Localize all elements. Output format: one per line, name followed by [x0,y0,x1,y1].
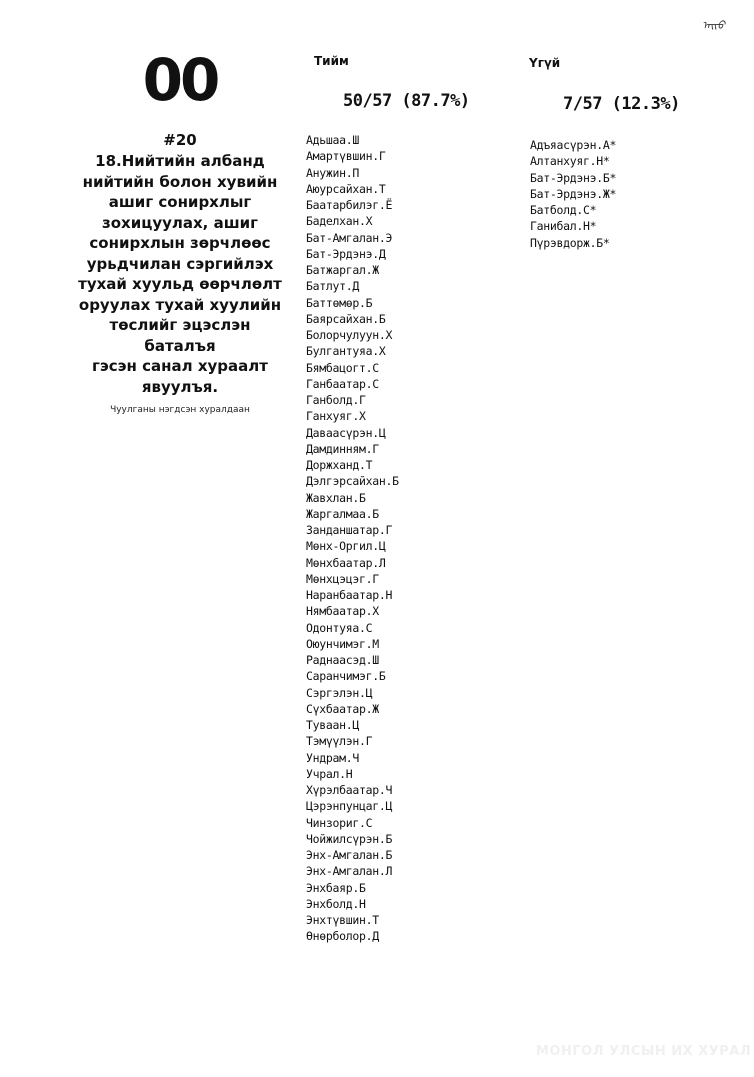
voter-name: Ундрам.Ч [306,750,359,765]
voter-name: Адъяасүрэн.А* [530,138,617,152]
voter-name: Нямбаатар.Х [306,604,379,619]
motion-line: 18.Нийтийн албанд [95,152,265,170]
yes-tally: 50/57 (87.7%) [343,91,470,111]
voter-name: Энхбаяр.Б [306,880,366,895]
voter-name: Бат-Эрдэнэ.Д [306,246,386,261]
no-tally: 7/57 (12.3%) [563,94,680,114]
motion-line: сонирхлын зөрчлөөс [89,234,271,252]
motion-line: явуулъя. [141,377,219,396]
voter-name: Ганболд.Г [306,393,366,407]
voter-name: Пүрэвдорж.Б* [530,235,610,250]
voter-name: Чинзориг.С [306,815,373,830]
voter-name: Батжаргал.Ж [306,263,379,277]
voter-name: Ганхуяг.Х [306,409,366,424]
voter-name: Батлут.Д [306,279,359,294]
voter-name: Бат-Эрдэнэ.Б* [530,170,617,185]
voter-name: Наранбаатар.Н [306,588,393,602]
voter-name: Жавхлан.Б [306,490,366,505]
voter-name: Булгантуяа.Х [306,344,386,359]
voter-name: Даваасүрэн.Ц [306,425,386,440]
voter-name: Батболд.С* [530,203,597,217]
voter-name: Баатарбилэг.Ё [306,198,393,212]
voter-name: Энх-Амгалан.Б [306,848,393,862]
motion-line: тухай хуульд өөрчлөлт [78,275,282,293]
voter-name: Энх-Амгалан.Л [306,864,393,879]
voter-name: Цэрэнпунцаг.Ц [306,799,393,814]
yes-voter-list [306,132,399,945]
motion-line: зохицуулах, ашиг [102,213,258,232]
page-number: ᠠᠢᠦ [702,19,725,32]
voter-name: Бямбацогт.С [306,360,379,375]
voter-name: Баттөмөр.Б [306,295,373,310]
voter-name: Занданшатар.Г [306,523,393,537]
motion-line: нийтийн болон хувийн [82,172,278,191]
motion-text [72,151,288,397]
voter-name: Сэргэлэн.Ц [306,685,373,700]
motion-line: урьдчилан сэргийлэх [86,254,274,273]
voter-name: Тэмүүлэн.Г [306,734,373,749]
voter-name: Доржханд.Т [306,458,373,472]
motion-line: ашиг сонирхлыг [108,193,252,211]
voter-name: Аюурсайхан.Т [306,181,386,196]
voter-name: Баярсайхан.Б [306,311,386,326]
no-voter-list [530,137,616,251]
voter-name: Саранчимэг.Б [306,669,386,684]
session-name: Чуулганы нэгдсэн хуралдаан [110,405,250,415]
voter-name: Мөнхбаатар.Л [306,555,386,570]
voter-name: Сүхбаатар.Ж [306,701,379,716]
voter-name: Адьшаа.Ш [306,133,359,147]
voter-name: Бат-Амгалан.Э [306,230,393,245]
voter-name: Туваан.Ц [306,718,359,732]
voter-name: Чойжилсүрэн.Б [306,831,393,846]
item-number: #20 [163,131,197,149]
vote-title: 00 [142,46,218,114]
voter-name: Баделхан.Х [306,214,373,229]
voter-name: Учрал.Н [306,766,353,781]
voter-name: Хүрэлбаатар.Ч [306,783,393,797]
voter-name: Дамдинням.Г [306,441,379,456]
voter-name: Бат-Эрдэнэ.Ж* [530,186,617,201]
voter-name: Одонтуяа.С [306,620,373,635]
voter-name: Оюунчимэг.М [306,636,379,651]
yes-header: Тийм [314,54,349,68]
voter-name: Амартүвшин.Г [306,149,386,164]
voter-name: Раднаасэд.Ш [306,653,379,667]
watermark: МОНГОЛ УЛСЫН ИХ ХУРАЛ [536,1044,752,1059]
voter-name: Энхтүвшин.Т [306,913,379,927]
voter-name: Энхболд.Н [306,896,366,911]
voter-name: Алтанхуяг.Н* [530,154,610,169]
voter-name: Жаргалмаа.Б [306,506,379,521]
motion-line: гэсэн санал хураалт [92,357,268,375]
voter-name: Өнөрболор.Д [306,929,379,944]
no-header: Үгүй [529,56,561,70]
voter-name: Анужин.П [306,165,359,180]
voter-name: Мөнхцэцэг.Г [306,571,379,586]
motion-line: төслийг эцэслэн баталъя [109,316,251,355]
voter-name: Ганбаатар.С [306,376,379,391]
motion-panel [72,130,288,415]
voter-name: Дэлгэрсайхан.Б [306,474,399,489]
motion-line: оруулах тухай хуулийн [78,295,282,314]
voter-name: Ганибал.Н* [530,219,597,234]
voter-name: Мөнх-Оргил.Ц [306,539,386,554]
voter-name: Болорчулуун.Х [306,328,393,342]
